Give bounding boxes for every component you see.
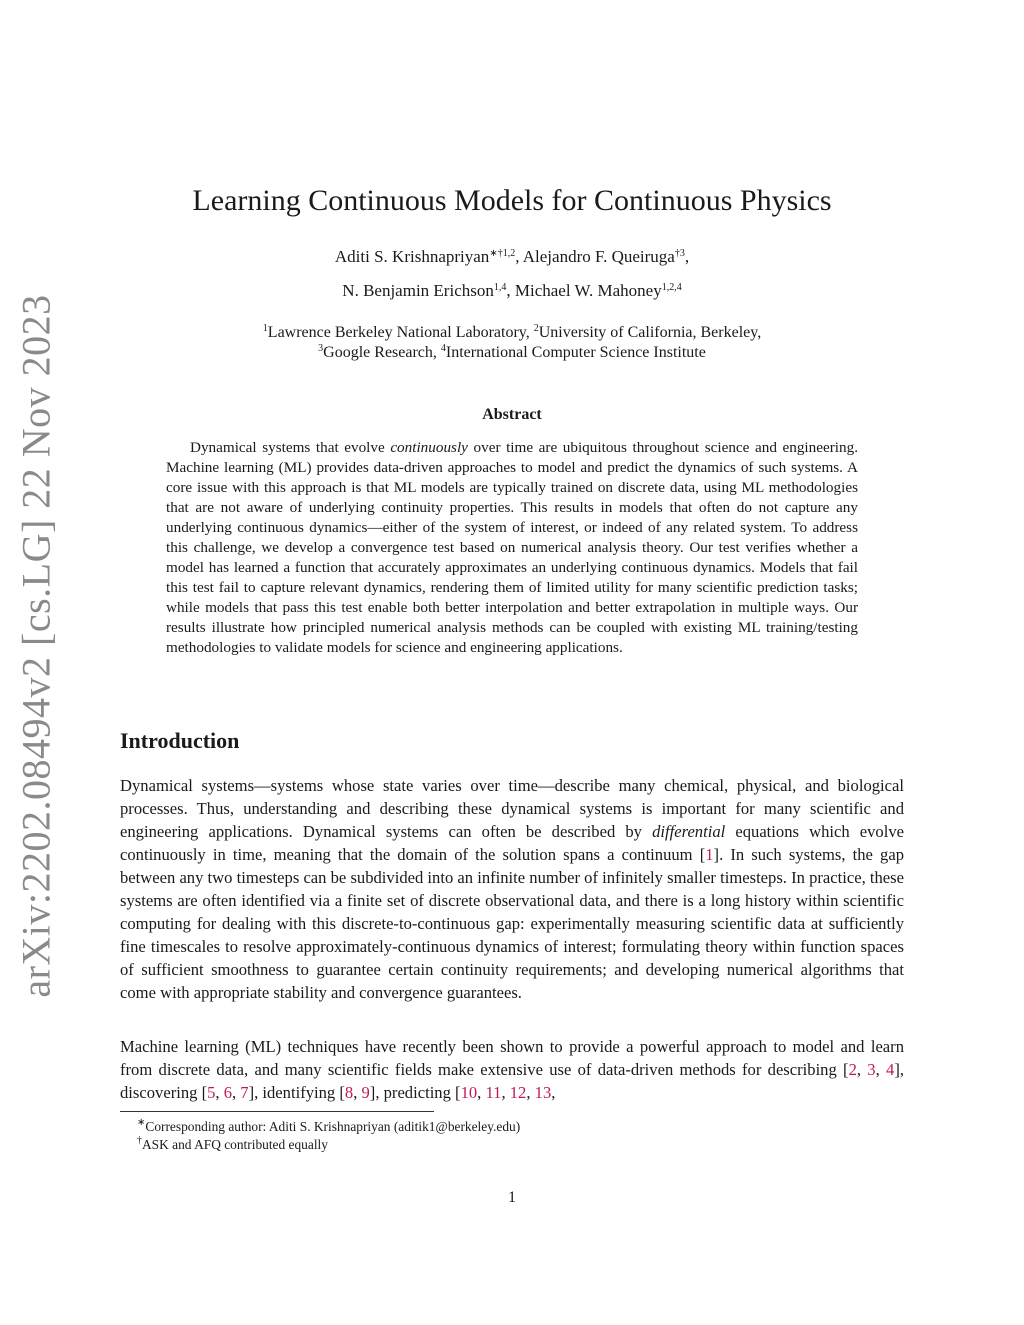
citation-link[interactable]: 6 (223, 1083, 232, 1102)
author-affiliation-mark: †3 (674, 248, 685, 259)
paragraph-text: Machine learning (ML) techniques have recently been shown to provide a powerful approach to model and learn from discrete data, and many scientific fields make extensive use of data-driven methods for describing [ (120, 1037, 904, 1079)
footnote-equal-contribution (137, 1136, 328, 1154)
affiliation-line-2 (0, 343, 1024, 363)
citation-separator: , (856, 1060, 868, 1079)
author-affiliation-mark: ∗†1,2 (489, 248, 516, 259)
citation-link[interactable]: 1 (705, 845, 714, 864)
footnote-corresponding-author (137, 1118, 520, 1136)
citation-link[interactable]: 3 (867, 1060, 876, 1079)
abstract-heading: Abstract (482, 406, 542, 423)
affiliation-text: University of California, Berkeley, (538, 324, 762, 341)
citation-separator: , (477, 1083, 486, 1102)
citation-link[interactable]: 7 (240, 1083, 249, 1102)
paragraph-text: equations which evolve continuously in time, meaning that the domain of the solution spans a continuum [ (120, 822, 904, 864)
citation-separator: , (875, 1060, 887, 1079)
citation-link[interactable]: 4 (886, 1060, 895, 1079)
introduction-paragraph-1 (120, 774, 904, 1004)
footnote-mark: ∗ (137, 1117, 146, 1128)
author-name: Alejandro F. Queiruga (522, 247, 675, 266)
author-line-1: Aditi S. Krishnapriyan$^{∗\dagger 1,2}$, Alejandro F. Queiruga$^{\dagger 3}$, (334, 247, 690, 266)
affiliation-text: International Computer Science Institute (445, 344, 706, 361)
abstract-text: over time are ubiquitous throughout science and engineering. Machine learning (ML) provides data-driven approaches to model and predict the dynamics of such systems. A core issue with this approach is that ML models are typically trained on discrete data, using ML methodologies that are not aware of underlying continuity properties. This results in models that often do not capture any underlying continuous dynamics—either of the system of interest, or indeed of any related system. To address this challenge, we develop a convergence test based on numerical analysis theory. Our test verifies whether a model has learned a function that accurately approximates an underlying continuous dynamics. Models that fail this test fail to capture relevant dynamics, rendering them of limited utility for many scientific prediction tasks; while models that pass this test enable both better interpolation and better extrapolation in multiple ways. Our results illustrate how principled numerical analysis methods can be coupled with existing ML training/testing methodologies to validate models for science and engineering applications. (166, 439, 858, 656)
author-name: N. Benjamin Erichson (342, 281, 494, 300)
footnote-divider (120, 1111, 434, 1112)
paper-title: Learning Continuous Models for Continuous Physics (192, 184, 832, 217)
paragraph-emphasis: differential (652, 822, 726, 841)
author-name: Michael W. Mahoney (514, 281, 662, 300)
footnote-text: Corresponding author: Aditi S. Krishnapriyan (aditik1@berkeley.edu) (145, 1119, 521, 1134)
citation-separator: , (501, 1083, 510, 1102)
paragraph-text: ], identifying [ (248, 1083, 345, 1102)
arxiv-identifier-stamp: arXiv:2202.08494v2 [cs.LG] 22 Nov 2023 (13, 294, 59, 998)
abstract-emphasis: continuously (390, 439, 468, 456)
citation-link[interactable]: 13 (534, 1083, 552, 1102)
author-name: Aditi S. Krishnapriyan (334, 247, 490, 266)
author-affiliation-mark: 1,4 (493, 282, 507, 293)
citation-link[interactable]: 11 (485, 1083, 502, 1102)
paragraph-text: ]. In such systems, the gap between any two timesteps can be subdivided into an infinite number of infinitely smaller timesteps. In practice, these systems are often identified via a finite set of discrete observational data, and there is a long history within scientific computing for dealing with this discrete-to-continuous gap: experimentally measuring scientific data at sufficiently fine timescales to resolve approximately-continuous dynamics of interest; formulating theory within function spaces of sufficient smoothness to guarantee certain continuity requirements; and developing numerical algorithms that come with appropriate stability and convergence guarantees. (120, 845, 904, 1002)
citation-separator: , (526, 1083, 535, 1102)
affiliation-text: Google Research, (323, 344, 441, 361)
paragraph-text: Dynamical systems—systems whose state varies over time—describe many chemical, physical, and biological processes. Thus, understanding and describing these dynamical systems is important for many scientific and engineering applications. Dynamical systems can often be described by (120, 776, 904, 841)
affiliation-mark: 3 (318, 343, 324, 354)
author-affiliation-mark: 1,2,4 (661, 282, 682, 293)
citation-link[interactable]: 12 (509, 1083, 527, 1102)
page-number: 1 (508, 1189, 516, 1206)
citation-link[interactable]: 9 (361, 1083, 370, 1102)
citation-link[interactable]: 10 (460, 1083, 478, 1102)
affiliation-mark: 4 (440, 343, 446, 354)
citation-separator: , (353, 1083, 362, 1102)
footnote-text: ASK and AFQ contributed equally (142, 1137, 328, 1152)
citation-link[interactable]: 5 (207, 1083, 216, 1102)
section-heading-introduction: Introduction (120, 728, 240, 753)
author-line-2: N. Benjamin Erichson$^{1,4}$, Michael W. Mahoney$^{1,2,4}$ (342, 281, 682, 300)
affiliation-text: Lawrence Berkeley National Laboratory, (267, 324, 534, 341)
paragraph-text: , (551, 1083, 556, 1102)
affiliation-mark: 1 (262, 323, 268, 334)
paragraph-text: ], discovering [ (120, 1060, 904, 1102)
citation-separator: , (215, 1083, 224, 1102)
abstract-body (166, 438, 858, 658)
abstract-text: Dynamical systems that evolve (190, 439, 391, 456)
affiliation-mark: 2 (533, 323, 539, 334)
introduction-paragraph-2 (120, 1035, 904, 1104)
paragraph-text: ], predicting [ (369, 1083, 461, 1102)
affiliation-line-1 (0, 323, 1024, 343)
citation-link[interactable]: 2 (848, 1060, 857, 1079)
citation-link[interactable]: 8 (344, 1083, 354, 1102)
citation-separator: , (231, 1083, 241, 1102)
footnote-mark: † (137, 1135, 142, 1146)
